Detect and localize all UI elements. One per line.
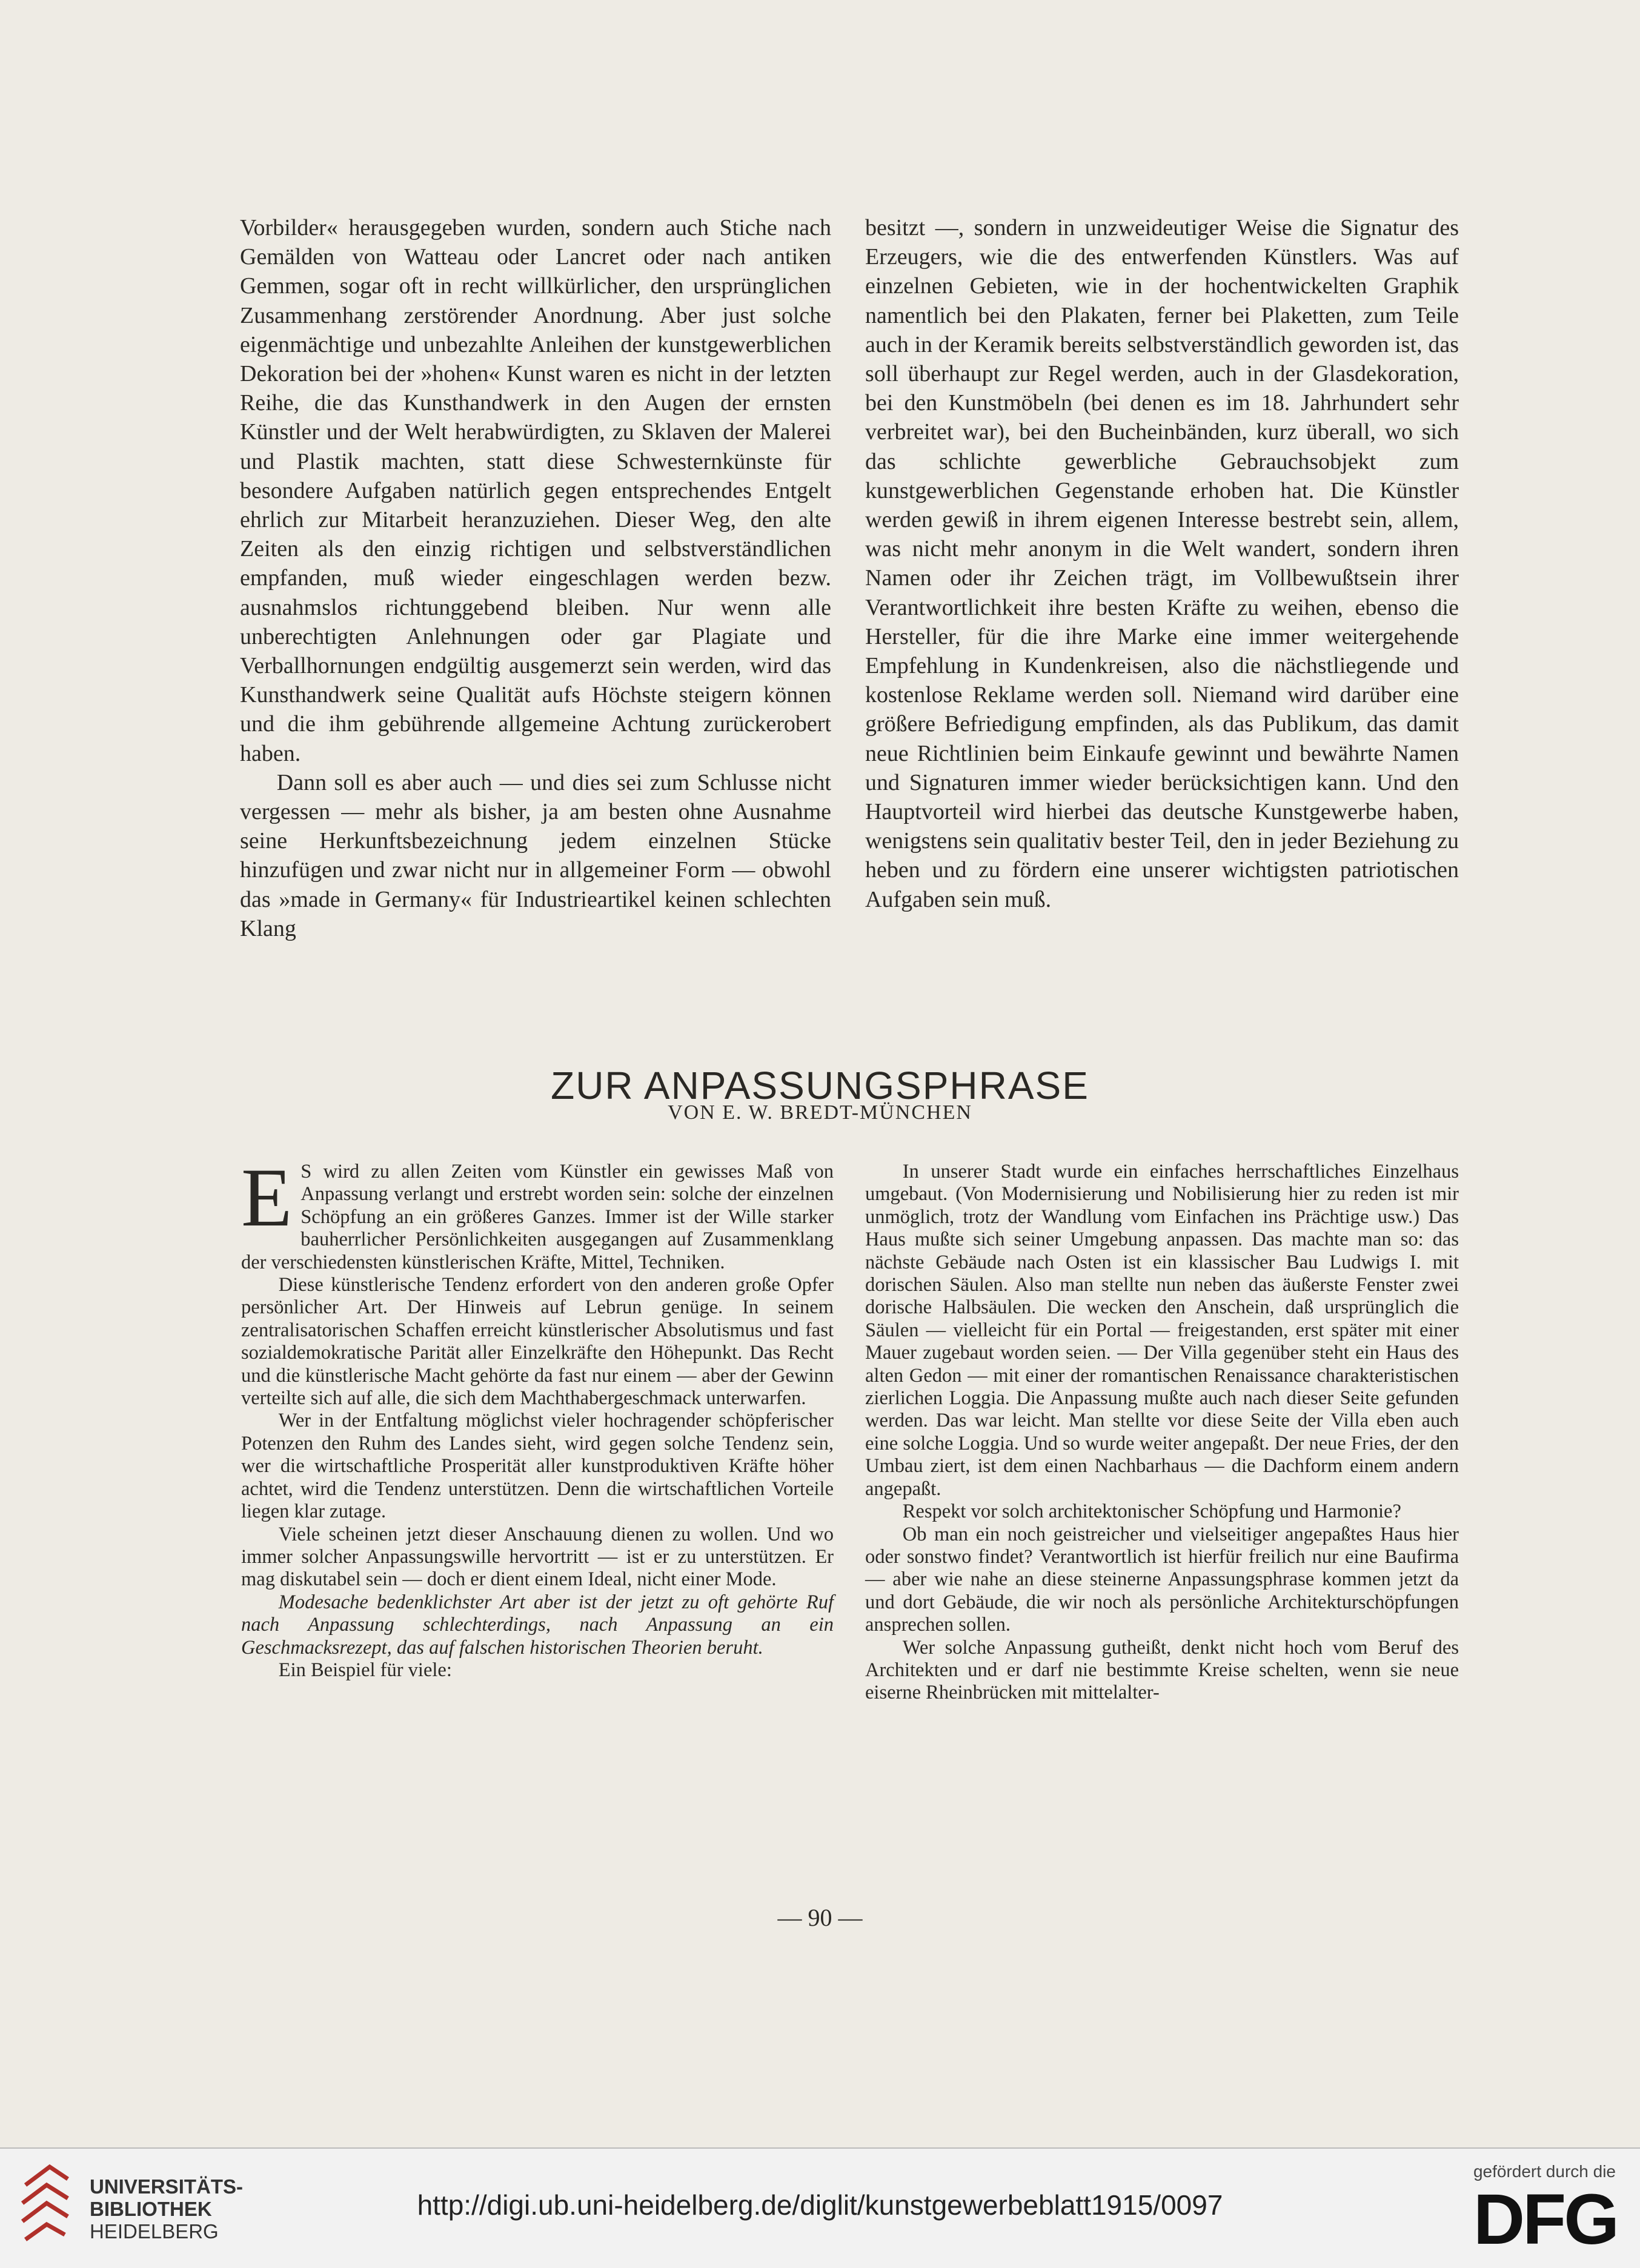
paragraph: Dann soll es aber auch — und dies sei zum Schlusse nicht vergessen — mehr als bisher, ja am besten ohne Ausnahme seine Herkunftsbezeichnung jedem einzelnen Stücke hinzufügen und zwar nicht nur in allgemeiner Form — obwohl das »made in Germany« für Industrieartikel keinen schlechten Klang [240, 769, 831, 941]
library-name-line: HEIDELBERG [90, 2220, 219, 2243]
article-byline: VON E. W. BREDT-MÜNCHEN [668, 1101, 972, 1124]
top-right-column [865, 213, 1459, 914]
paragraph-text: S wird zu allen Zeiten vom Künstler ein gewisses Maß von Anpassung verlangt und erstrebt worden sein: solche der einzelnen Schöpfung an ein größeres Ganzes. Immer ist der Wille starker bauherrlicher Persönlichkeiten ausgegangen auf Zusammenklang der verschiedensten künstlerischen Kräfte, Mittel, Techniken. [241, 1161, 834, 1273]
article-left-column [241, 1151, 834, 1682]
permalink-url[interactable]: http://digi.ub.uni-heidelberg.de/diglit/kunstgewerbeblatt1915/0097 [417, 2189, 1223, 2221]
paragraph: Wer in der Entfaltung möglichst vieler hochragender schöpferischer Potenzen den Ruhm des Landes sieht, wird gegen solche Tendenz sein, wer die wirtschaftliche Prosperität aller kunstproduktiven Kräfte höher achtet, wird die Tendenz unterstützen. Denn die wirtschaftlichen Vorteile liegen klar zutage. [241, 1410, 834, 1523]
paragraph: Wer solche Anpassung gutheißt, denkt nicht hoch vom Beruf des Architekten und er darf nie bestimmte Kreise schelten, wenn sie neue eiserne Rheinbrücken mit mittelalter- [865, 1636, 1459, 1704]
top-left-column [240, 213, 831, 943]
dfg-logo: DFG [1473, 2180, 1617, 2260]
digitization-footer [0, 2147, 1640, 2268]
article-right-column [865, 1161, 1459, 1705]
library-name-line: BIBLIOTHEK [90, 2198, 212, 2220]
paragraph: In unserer Stadt wurde ein einfaches herrschaftliches Einzelhaus umgebaut. (Von Modernisierung und Nobilisierung hier zu reden ist mir unmöglich, trotz der Wandlung vom Einfachen ins Prächtige usw.) Das Haus mußte sich seiner Umgebung anpassen. Das machte man so: das nächste Gebäude nach Osten ist ein klassischer Bau Ludwigs I. mit dorischen Säulen. Also man stellte nun neben das äußerste Fenster zwei dorische Halbsäulen. Die wecken den Anschein, daß ursprünglich die Säulen — vielleicht für ein Portal — freigestanden, erst später mit einer Mauer zugebaut worden seien. — Der Villa gegenüber steht ein Haus des alten Gedon — mit einer der romantischen Renaissance charakteristischen zierlichen Loggia. Die Anpassung mußte auch nach dieser Seite gefunden werden. Das war leicht. Man stellte vor diese Seite der Villa eben auch eine solche Loggia. Und so wurde weiter angepaßt. Der neue Fries, der den Umbau ziert, ist dem einen Nachbarhaus — die Dachform einem andern angepaßt. [865, 1161, 1459, 1500]
drop-cap: E [241, 1151, 293, 1244]
paragraph: Modesache bedenklichster Art aber ist der jetzt zu oft gehörte Ruf nach Anpassung schlechterdings, nach Anpassung an ein Geschmacksrezept, das auf falschen historischen Theorien beruht. [241, 1591, 834, 1659]
paragraph: Ein Beispiel für viele: [278, 1659, 452, 1681]
paragraph [241, 1151, 834, 1274]
funding-caption: gefördert durch die [1473, 2162, 1616, 2181]
article-title: ZUR ANPASSUNGSPHRASE [551, 1063, 1089, 1107]
library-name-line: UNIVERSITÄTS- [90, 2175, 244, 2198]
paragraph: Vorbilder« herausgegeben wurden, sondern auch Stiche nach Gemälden von Watteau oder Lancret oder nach antiken Gemmen, sogar oft in recht willkürlicher, den ursprünglichen Zusammenhang zerstörender Anordnung. Aber just solche eigenmächtige und unbezahlte Anleihen der kunstgewerblichen Dekoration bei der »hohen« Kunst waren es nicht in der letzten Reihe, die das Kunsthandwerk in den Augen der ernsten Künstler und der Welt herabwürdigten, zu Sklaven der Malerei und Plastik machten, statt diese Schwesternkünste für besondere Aufgaben natürlich gegen entsprechendes Entgelt ehrlich zur Mitarbeit heranzuziehen. Dieser Weg, den alte Zeiten als den einzig richtigen und selbstverständlichen empfanden, muß wieder eingeschlagen werden bezw. ausnahmslos richtunggebend bleiben. Nur wenn alle unberechtigten Anlehnungen oder gar Plagiate und Verballhornungen endgültig ausgemerzt sein werden, wird das Kunsthandwerk seine Qualität aufs Höchste steigern können und die ihm gebührende allgemeine Achtung zurückerobert haben. [240, 215, 831, 766]
paragraph: Diese künstlerische Tendenz erfordert von den anderen große Opfer persönlicher Art. Der Hinweis auf Lebrun genüge. In seinem zentralisatorischen Schaffen erreicht künstlerischer Absolutismus und fast sozialdemokratische Parität aller Einzelkräfte den Höhepunkt. Das Recht und die künstlerische Macht gehörte da fast nur einem — aber der Gewinn verteilte sich auf alle, die sich dem Machthabergeschmack unterwarfen. [241, 1274, 834, 1410]
page-number: — 90 — [777, 1904, 863, 1931]
paragraph: Viele scheinen jetzt dieser Anschauung dienen zu wollen. Und wo immer solcher Anpassungswille hervortritt — ist er zu unterstützen. Er mag diskutabel sein — doch er dient einem Ideal, nicht einer Mode. [241, 1523, 834, 1591]
paragraph: besitzt —, sondern in unzweideutiger Weise die Signatur des Erzeugers, wie die des entwerfenden Künstlers. Was auf einzelnen Gebieten, wie in der hochentwickelten Graphik namentlich bei den Plakaten, ferner bei Plaketten, zum Teile auch in der Keramik bereits selbstverständlich geworden ist, das soll überhaupt zur Regel werden, auch in der Glasdekoration, bei den Kunstmöbeln (bei denen es im 18. Jahrhundert sehr verbreitet war), bei den Bucheinbänden, kurz überall, wo sich das schlichte gewerbliche Gebrauchsobjekt zum kunstgewerblichen Gegenstande erhoben hat. Die Künstler werden gewiß in ihrem eigenen Interesse bestrebt sein, allem, was nicht mehr anonym in die Welt wandert, sondern ihren Namen oder ihr Zeichen trägt, im Vollbewußtsein ihrer Verantwortlichkeit ihre besten Kräfte zu weihen, ebenso die Hersteller, für die ihre Marke eine immer weitergehende Empfehlung in Kundenkreisen, also die nächstliegende und kostenlose Reklame werden soll. Niemand wird darüber eine größere Befriedigung empfinden, als das Publikum, das damit neue Richtlinien beim Einkaufe gewinnt und bewährte Namen und Signaturen immer wieder berücksichtigen kann. Und den Hauptvorteil wird hierbei das deutsche Kunstgewerbe haben, wenigstens sein qualitativ bester Teil, den in jeder Beziehung zu heben und zu fördern eine unserer wichtigsten patriotischen Aufgaben sein muß. [865, 215, 1459, 912]
paragraph: Ob man ein noch geistreicher und vielseitiger angepaßtes Haus hier oder sonstwo findet? Verantwortlich ist hierfür freilich nur eine Baufirma — aber wie nahe an diese steinerne Anpassungsphrase kommen jetzt da und dort Gebäude, die wir noch als persönliche Architekturschöpfungen ansprechen sollen. [865, 1523, 1459, 1636]
paragraph: Respekt vor solch architektonischer Schöpfung und Harmonie? [902, 1500, 1401, 1523]
